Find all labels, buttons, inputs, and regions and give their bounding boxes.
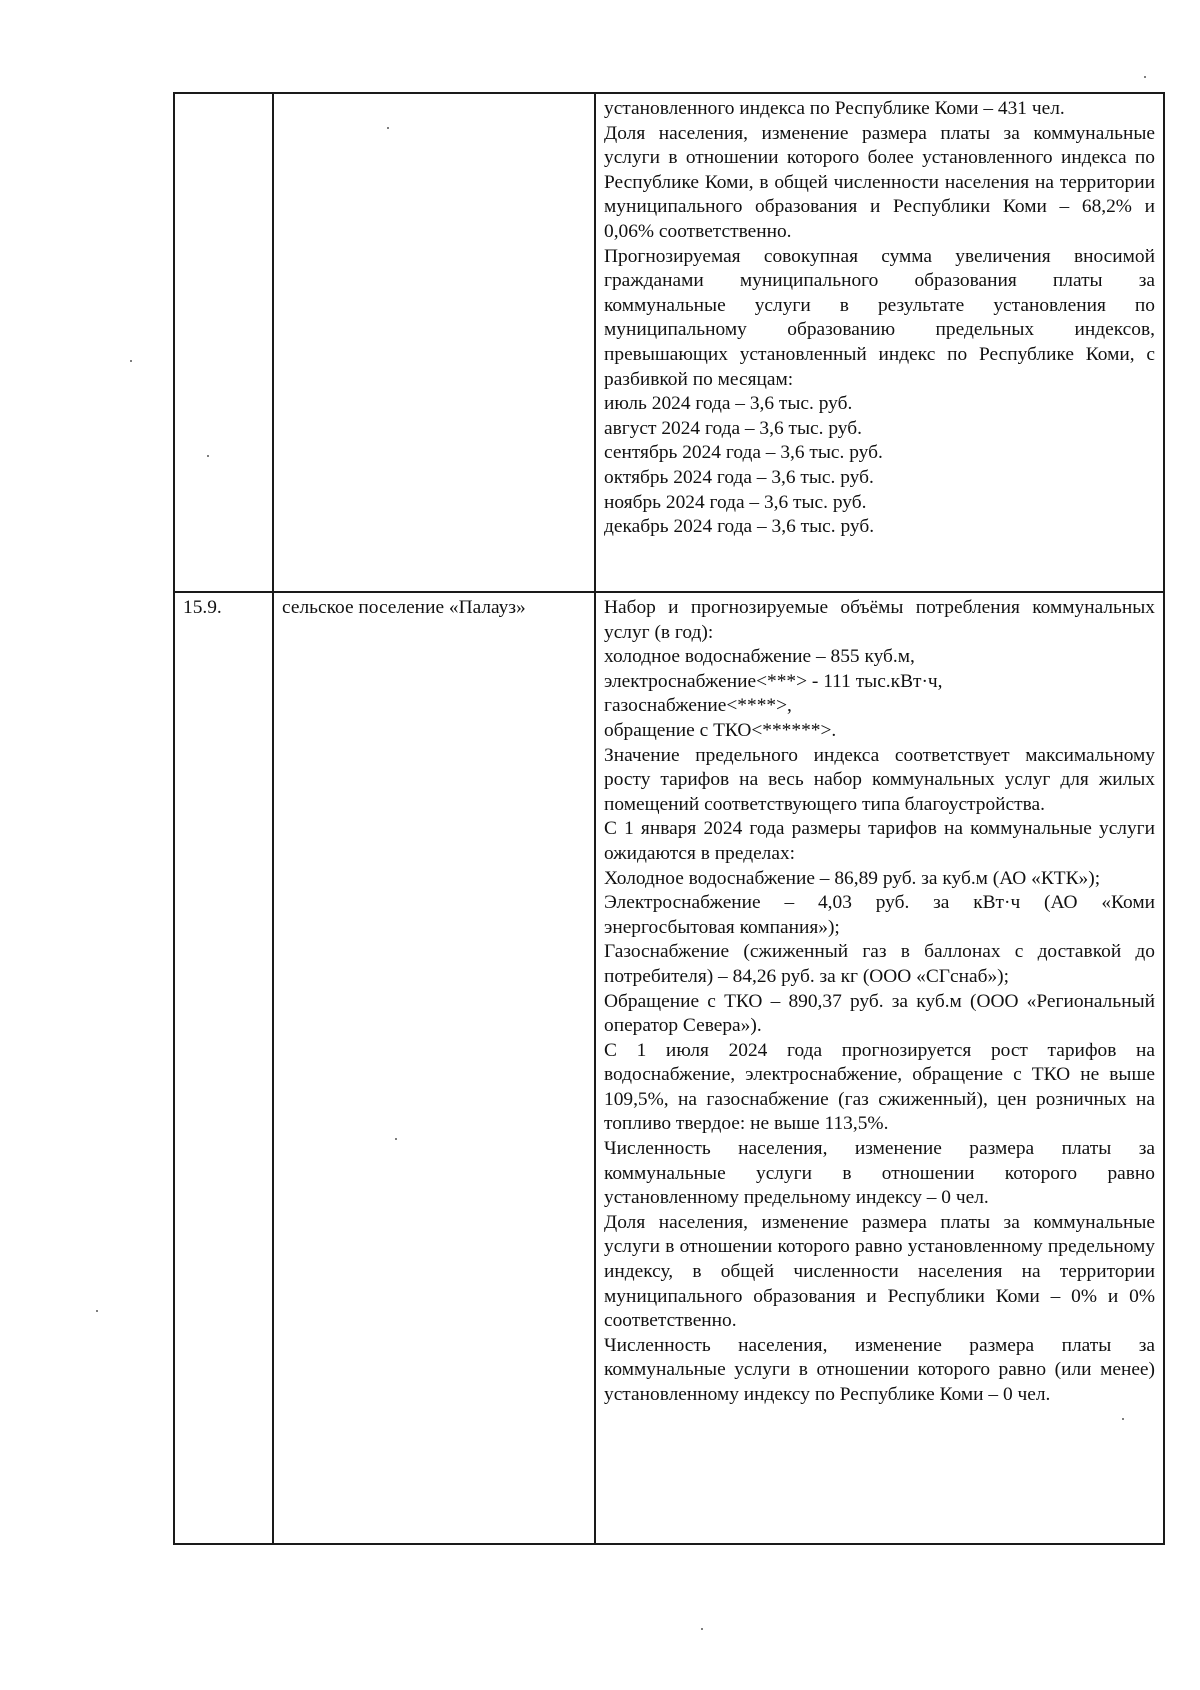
service-line: обращение с ТКО<******>. xyxy=(604,719,837,741)
municipality-name-cell: сельское поселение «Палауз» xyxy=(273,592,595,1544)
table-row xyxy=(174,592,1164,1544)
month-line: ноябрь 2024 года – 3,6 тыс. руб. xyxy=(604,491,867,513)
scan-speck xyxy=(207,455,209,457)
paragraph: Газоснабжение (сжиженный газ в баллонах с доставкой до потребителя) – 84,26 руб. за кг (ООО «СГснаб»); xyxy=(604,941,1155,987)
service-line: холодное водоснабжение – 855 куб.м, xyxy=(604,646,915,668)
month-line: август 2024 года – 3,6 тыс. руб. xyxy=(604,417,862,439)
paragraph: установленного индекса по Республике Коми – 431 чел. xyxy=(604,98,1065,119)
paragraph: Доля населения, изменение размера платы за коммунальные услуги в отношении которого равно установленному предельному индексу, в общей численности населения на территории муниципального образования и Республики Коми – 0% и 0% соответственно. xyxy=(604,1211,1155,1332)
paragraph: Электроснабжение – 4,03 руб. за кВт·ч (АО «Коми энергосбытовая компания»); xyxy=(604,892,1155,938)
month-line: октябрь 2024 года – 3,6 тыс. руб. xyxy=(604,466,874,488)
month-line: декабрь 2024 года – 3,6 тыс. руб. xyxy=(604,516,875,538)
service-line: электроснабжение<***> - 111 тыс.кВт·ч, xyxy=(604,670,943,692)
scan-speck xyxy=(701,1628,703,1630)
paragraph: Численность населения, изменение размера платы за коммунальные услуги в отношении которого равно (или менее) установленному индексу по Республике Коми – 0 чел. xyxy=(604,1334,1155,1405)
paragraph: Прогнозируемая совокупная сумма увеличения вносимой гражданами муниципального образования платы за коммунальные услуги в результате установления по муниципальному образованию предельных индексов, превышающих установленный индекс по Республике Коми, с разбивкой по месяцам: xyxy=(604,245,1155,390)
municipality-name-cell xyxy=(273,93,595,592)
description-cell xyxy=(595,592,1164,1544)
paragraph: Доля населения, изменение размера платы за коммунальные услуги в отношении которого более установленного индекса по Республике Коми, в общей численности населения на территории муниципального образования и Республики Коми – 68,2% и 0,06% соответственно. xyxy=(604,122,1155,242)
scan-speck xyxy=(130,360,132,362)
scan-speck xyxy=(1144,76,1146,78)
paragraph: Значение предельного индекса соответствует максимальному росту тарифов на весь набор коммунальных услуг для жилых помещений соответствующего типа благоустройства. xyxy=(604,744,1155,815)
paragraph: Численность населения, изменение размера платы за коммунальные услуги в отношении которого равно установленному предельному индексу – 0 чел. xyxy=(604,1138,1155,1209)
paragraph: Набор и прогнозируемые объёмы потребления коммунальных услуг (в год): xyxy=(604,597,1155,643)
paragraph: Обращение с ТКО – 890,37 руб. за куб.м (ООО «Региональный оператор Севера»). xyxy=(604,990,1155,1037)
table-row xyxy=(174,93,1164,592)
paragraph: С 1 июля 2024 года прогнозируется рост тарифов на водоснабжение, электроснабжение, обращение с ТКО не выше 109,5%, на газоснабжение (газ сжиженный), цен розничных на топливо твердое: не выше 113,5%. xyxy=(604,1039,1155,1135)
service-line: газоснабжение<****>, xyxy=(604,695,792,717)
row-number-cell: 15.9. xyxy=(174,592,273,1544)
month-line: июль 2024 года – 3,6 тыс. руб. xyxy=(604,393,853,415)
paragraph: Холодное водоснабжение – 86,89 руб. за куб.м (АО «КТК»); xyxy=(604,867,1101,889)
row-number-cell xyxy=(174,93,273,592)
tariff-table xyxy=(173,92,1165,1545)
scan-speck xyxy=(387,127,389,129)
description-cell xyxy=(595,93,1164,592)
scan-speck xyxy=(395,1138,397,1140)
scan-speck xyxy=(96,1310,98,1312)
month-line: сентябрь 2024 года – 3,6 тыс. руб. xyxy=(604,442,883,464)
scan-speck xyxy=(1122,1418,1124,1420)
paragraph: С 1 января 2024 года размеры тарифов на коммунальные услуги ожидаются в пределах: xyxy=(604,818,1155,864)
